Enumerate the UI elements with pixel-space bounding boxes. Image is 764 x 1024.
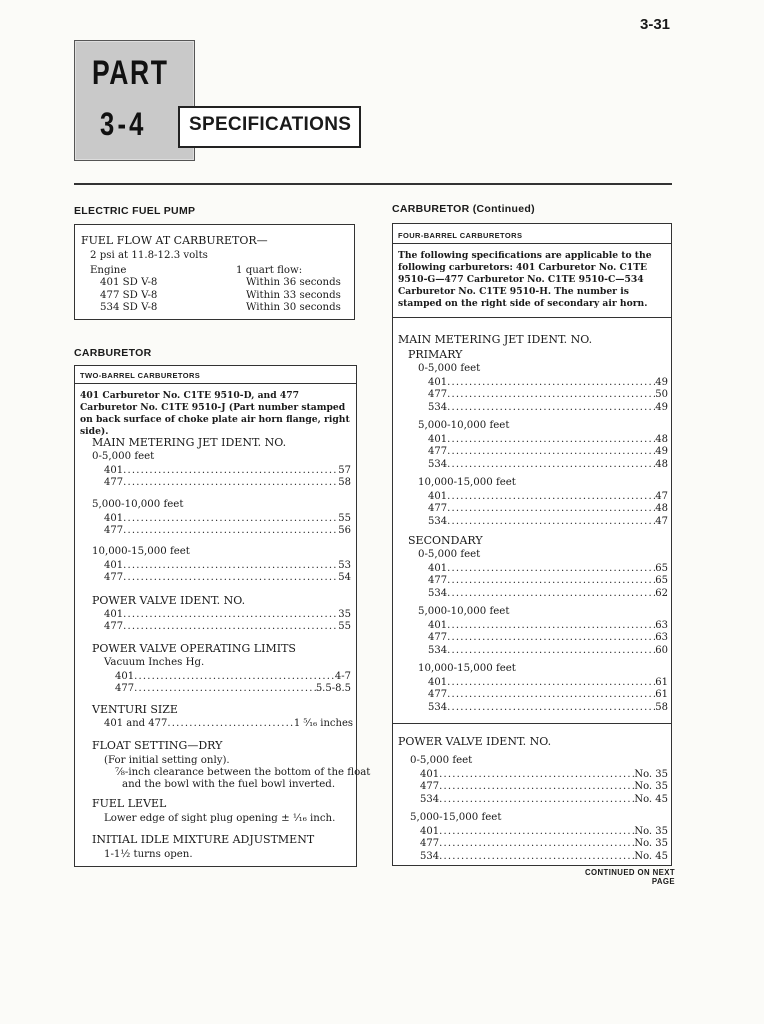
- spec-row: [420, 826, 668, 838]
- leader-dots: [123, 609, 338, 621]
- power-valve-title: POWER VALVE IDENT. NO.: [92, 594, 246, 607]
- row-label: 477: [428, 389, 448, 401]
- row-label: 401: [104, 609, 124, 620]
- row-label: 401: [428, 563, 448, 574]
- spec-row: [104, 572, 351, 584]
- row-value: No. 35: [634, 838, 668, 850]
- row-value: 5.5-8.5: [315, 683, 351, 695]
- two-barrel-head: TWO-BARREL CARBURETORS: [80, 371, 201, 380]
- spec-row: [428, 620, 668, 632]
- row-value: 48: [655, 458, 668, 470]
- jet-list: [104, 513, 351, 538]
- venturi-list: [104, 718, 353, 730]
- row-label: 477: [420, 838, 440, 850]
- leader-dots: [167, 718, 294, 730]
- row-label: 534: [420, 793, 440, 805]
- row-label: 534: [428, 701, 448, 713]
- row-value: 54: [338, 572, 351, 584]
- spec-row: [115, 683, 351, 695]
- leader-dots: [439, 826, 634, 838]
- fuel-flow-engines: [100, 277, 157, 315]
- row-value: 60: [655, 644, 668, 656]
- spec-row: [428, 645, 668, 657]
- float-text: ⅞-inch clearance between the bottom of the float: [115, 767, 371, 778]
- row-value: 56: [338, 525, 351, 537]
- jet-list: [104, 465, 351, 490]
- operating-list: [115, 671, 351, 696]
- power-valve-list: [420, 769, 668, 806]
- row-value: 57: [338, 465, 351, 476]
- row-value: 49: [655, 446, 668, 458]
- leader-dots: [447, 689, 655, 701]
- box-divider: [393, 723, 671, 724]
- spec-row: [420, 838, 668, 850]
- engine-label: Engine: [90, 265, 127, 276]
- altitude-range: 0-5,000 feet: [418, 549, 481, 560]
- spec-row: [428, 689, 668, 701]
- row-value: 1 ⁵⁄₁₆ inches: [293, 718, 353, 729]
- leader-dots: [447, 434, 655, 446]
- row-label: 534: [428, 515, 448, 527]
- spec-row: [428, 402, 668, 414]
- spec-row: [428, 677, 668, 689]
- secondary-label: SECONDARY: [408, 534, 483, 547]
- row-value: 65: [655, 575, 668, 587]
- row-label: 534: [428, 401, 448, 413]
- row-value: 55: [338, 621, 351, 633]
- fuel-flow-times: [246, 277, 341, 315]
- row-label: 401: [428, 434, 448, 445]
- row-label: 534: [428, 458, 448, 470]
- spec-row: [420, 851, 668, 863]
- row-label: 401: [428, 377, 448, 388]
- power-valve-list: [104, 609, 351, 634]
- leader-dots: [123, 525, 338, 537]
- jet-list: [104, 560, 351, 585]
- altitude-range: 10,000-15,000 feet: [418, 477, 516, 488]
- main-jet-title: MAIN METERING JET IDENT. NO.: [398, 333, 593, 346]
- row-label: 401: [428, 491, 448, 502]
- row-value: 61: [655, 677, 668, 688]
- spec-row: [104, 609, 351, 621]
- row-label: 401: [428, 677, 448, 688]
- row-label: 401: [104, 465, 124, 476]
- part-label: PART: [92, 54, 169, 92]
- box-divider: [393, 243, 671, 244]
- row-value: 50: [655, 389, 668, 401]
- flow-time: Within 33 seconds: [246, 289, 341, 301]
- jet-list: [428, 620, 668, 657]
- box-divider: [393, 317, 671, 318]
- altitude-range: 0-5,000 feet: [410, 755, 473, 766]
- row-label: 401: [428, 620, 448, 631]
- spec-row: [115, 671, 351, 683]
- row-value: No. 35: [634, 781, 668, 793]
- spec-row: [428, 459, 668, 471]
- two-barrel-box: [74, 365, 371, 867]
- row-label: 401 and 477: [104, 718, 168, 729]
- spec-row: [104, 525, 351, 537]
- row-label: 477: [428, 446, 448, 458]
- box-divider: [75, 383, 356, 384]
- row-label: 401: [420, 826, 440, 837]
- engine-item: 401 SD V-8: [100, 277, 158, 288]
- flow-label: 1 quart flow:: [236, 265, 303, 276]
- row-label: 534: [420, 850, 440, 862]
- float-text: and the bowl with the fuel bowl inverted.: [122, 779, 336, 790]
- row-label: 477: [115, 683, 135, 695]
- power-valve-list: [420, 826, 668, 863]
- leader-dots: [447, 632, 655, 644]
- four-barrel-intro: The following specifications are applicable to the following carburetors: 401 Carburetor No. C1TE 9510-G—477 Carburetor No. C1TE 9510-C—534 Carburetor No. C1TE 9510-H. The number is stamped on the right side of secondary air horn.: [398, 250, 652, 309]
- row-label: 477: [428, 575, 448, 587]
- row-label: 401: [104, 560, 124, 571]
- idle-title: INITIAL IDLE MIXTURE ADJUSTMENT: [92, 833, 315, 846]
- page-title: SPECIFICATIONS: [189, 114, 352, 135]
- spec-row: [428, 446, 668, 458]
- row-value: No. 35: [634, 826, 668, 837]
- altitude-range: 0-5,000 feet: [92, 451, 155, 462]
- header-rule: [74, 183, 672, 185]
- spec-row: [428, 516, 668, 528]
- leader-dots: [447, 503, 655, 515]
- spec-row: [420, 781, 668, 793]
- power-valve-title: POWER VALVE IDENT. NO.: [398, 735, 552, 748]
- venturi-title: VENTURI SIZE: [92, 703, 178, 716]
- spec-row: [428, 491, 668, 503]
- leader-dots: [439, 781, 634, 793]
- row-value: 35: [338, 609, 351, 620]
- spec-row: [428, 389, 668, 401]
- leader-dots: [134, 671, 335, 683]
- row-value: 48: [655, 503, 668, 515]
- leader-dots: [447, 446, 655, 458]
- row-label: 477: [104, 621, 124, 633]
- altitude-range: 10,000-15,000 feet: [92, 546, 190, 557]
- page-number: 3-31: [640, 16, 671, 33]
- leader-dots: [447, 677, 655, 689]
- leader-dots: [447, 402, 655, 414]
- leader-dots: [439, 838, 634, 850]
- main-jet-title: MAIN METERING JET IDENT. NO.: [92, 436, 287, 449]
- row-label: 477: [104, 525, 124, 537]
- four-barrel-head: FOUR-BARREL CARBURETORS: [398, 231, 523, 240]
- row-label: 477: [428, 632, 448, 644]
- leader-dots: [447, 459, 655, 471]
- float-title: FLOAT SETTING—DRY: [92, 739, 223, 752]
- spec-row: [104, 513, 351, 525]
- engine-item: 477 SD V-8: [100, 289, 158, 301]
- altitude-range: 5,000-10,000 feet: [92, 499, 184, 510]
- spec-row: [420, 769, 668, 781]
- row-value: 62: [655, 587, 668, 599]
- row-value: 49: [655, 401, 668, 413]
- jet-list: [428, 677, 668, 714]
- row-value: 63: [655, 620, 668, 631]
- row-label: 477: [428, 689, 448, 701]
- row-value: 65: [655, 563, 668, 574]
- jet-list: [428, 434, 668, 471]
- spec-row: [428, 434, 668, 446]
- row-value: 4-7: [334, 671, 351, 682]
- row-value: No. 35: [634, 769, 668, 780]
- row-label: 534: [428, 644, 448, 656]
- leader-dots: [447, 620, 655, 632]
- jet-list: [428, 491, 668, 528]
- spec-row: [428, 588, 668, 600]
- row-value: 47: [655, 491, 668, 502]
- spec-row: [420, 794, 668, 806]
- row-value: 63: [655, 632, 668, 644]
- row-value: No. 45: [634, 850, 668, 862]
- row-label: 401: [115, 671, 135, 682]
- leader-dots: [439, 769, 634, 781]
- leader-dots: [134, 683, 316, 695]
- leader-dots: [123, 477, 338, 489]
- spec-row: [104, 718, 353, 730]
- leader-dots: [447, 645, 655, 657]
- leader-dots: [123, 465, 338, 477]
- jet-list: [428, 377, 668, 414]
- leader-dots: [123, 572, 338, 584]
- spec-row: [428, 563, 668, 575]
- operating-limits-title: POWER VALVE OPERATING LIMITS: [92, 642, 296, 655]
- row-value: 48: [655, 434, 668, 445]
- jet-list: [428, 563, 668, 600]
- flow-time: Within 36 seconds: [246, 277, 341, 288]
- primary-label: PRIMARY: [408, 348, 463, 361]
- row-label: 477: [104, 572, 124, 584]
- leader-dots: [447, 563, 655, 575]
- leader-dots: [447, 377, 655, 389]
- leader-dots: [447, 588, 655, 600]
- altitude-range: 10,000-15,000 feet: [418, 663, 516, 674]
- row-value: No. 45: [634, 793, 668, 805]
- spec-row: [428, 575, 668, 587]
- altitude-range: 5,000-10,000 feet: [418, 606, 510, 617]
- spec-row: [428, 702, 668, 714]
- row-label: 401: [104, 513, 124, 524]
- row-label: 477: [104, 477, 124, 489]
- row-value: 58: [338, 477, 351, 489]
- leader-dots: [123, 621, 338, 633]
- fuel-flow-title: FUEL FLOW AT CARBURETOR—: [81, 234, 268, 247]
- row-value: 53: [338, 560, 351, 571]
- row-value: 58: [655, 701, 668, 713]
- four-barrel-box: [392, 223, 672, 866]
- fuel-voltage: 2 psi at 11.8-12.3 volts: [90, 250, 208, 261]
- spec-row: [104, 465, 351, 477]
- idle-text: 1-1½ turns open.: [104, 849, 193, 860]
- leader-dots: [439, 851, 634, 863]
- altitude-range: 5,000-15,000 feet: [410, 812, 502, 823]
- fuel-pump-heading: ELECTRIC FUEL PUMP: [74, 205, 196, 217]
- leader-dots: [123, 560, 338, 572]
- altitude-range: 0-5,000 feet: [418, 363, 481, 374]
- row-label: 401: [420, 769, 440, 780]
- carburetor-continued-heading: CARBURETOR (Continued): [392, 203, 535, 215]
- carburetor-heading: CARBURETOR: [74, 347, 152, 359]
- spec-row: [104, 560, 351, 572]
- leader-dots: [447, 702, 655, 714]
- spec-row: [428, 377, 668, 389]
- leader-dots: [439, 794, 634, 806]
- row-value: 47: [655, 515, 668, 527]
- float-note: (For initial setting only).: [104, 755, 230, 766]
- operating-sub: Vacuum Inches Hg.: [104, 657, 205, 668]
- leader-dots: [447, 575, 655, 587]
- leader-dots: [447, 389, 655, 401]
- continued-note: CONTINUED ON NEXT PAGE: [585, 868, 675, 886]
- row-label: 534: [428, 587, 448, 599]
- leader-dots: [447, 491, 655, 503]
- row-label: 477: [428, 503, 448, 515]
- flow-time: Within 30 seconds: [246, 302, 341, 313]
- spec-row: [104, 621, 351, 633]
- engine-item: 534 SD V-8: [100, 302, 158, 313]
- row-value: 55: [338, 513, 351, 524]
- altitude-range: 5,000-10,000 feet: [418, 420, 510, 431]
- spec-row: [428, 632, 668, 644]
- spec-row: [104, 477, 351, 489]
- part-number: 3-4: [100, 106, 147, 142]
- fuel-pump-box: [74, 224, 355, 320]
- row-value: 61: [655, 689, 668, 701]
- leader-dots: [123, 513, 338, 525]
- leader-dots: [447, 516, 655, 528]
- row-label: 477: [420, 781, 440, 793]
- row-value: 49: [655, 377, 668, 388]
- two-barrel-intro: 401 Carburetor No. C1TE 9510-D, and 477 Carburetor No. C1TE 9510-J (Part number stamped on back surface of choke plate air horn flange, right side).: [80, 390, 350, 437]
- fuel-level-title: FUEL LEVEL: [92, 797, 167, 810]
- spec-row: [428, 503, 668, 515]
- fuel-level-text: Lower edge of sight plug opening ± ¹⁄₁₆ inch.: [104, 813, 336, 824]
